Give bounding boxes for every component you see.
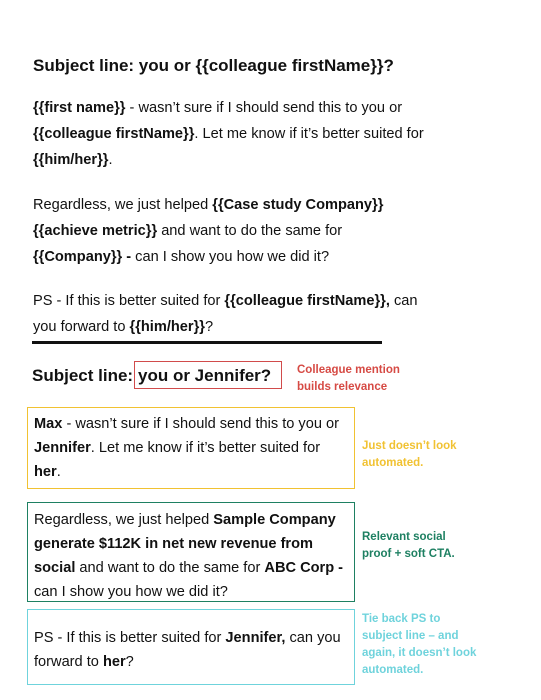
text-run: you forward to <box>33 319 130 335</box>
text-run: and want to do the same for <box>157 223 343 239</box>
paragraph-2-annotation <box>362 529 455 563</box>
template-p1-line-1 <box>33 95 513 121</box>
bold-text-run: her <box>34 464 57 480</box>
text-run: - wasn’t sure if I should send this to you or <box>62 416 339 432</box>
example-paragraph-2-box <box>27 502 355 602</box>
bold-text-run: Sample Company <box>213 512 336 528</box>
text-run: can <box>389 293 418 309</box>
text-run: Regardless, we just helped <box>34 512 214 528</box>
text-run: . Let me know if it’s better suited for <box>90 440 321 456</box>
example-p2-line-2 <box>34 532 354 556</box>
template-paragraph-2 <box>33 192 513 270</box>
p1-note-line-2: automated. <box>362 457 424 469</box>
example-p3-line-1 <box>34 626 354 650</box>
p3-note-line-2: subject line – and <box>362 630 459 642</box>
bold-text-run: {{Company}} - <box>33 249 132 265</box>
example-subject-value: you or Jennifer? <box>138 366 272 385</box>
bold-text-run: {{achieve metric}} <box>33 223 158 239</box>
example-p1-line-3 <box>34 460 354 484</box>
template-p1-line-3 <box>33 147 513 173</box>
text-run: and want to do the same for <box>75 560 265 576</box>
template-paragraph-ps <box>33 288 513 340</box>
text-run: ? <box>204 319 214 335</box>
bold-text-run: {{him/her}} <box>129 319 205 335</box>
p3-note-line-4: automated. <box>362 664 424 676</box>
section-divider <box>32 341 382 344</box>
text-run: can you <box>285 630 341 646</box>
example-p1-line-2 <box>34 436 354 460</box>
template-p3-line-1 <box>33 288 513 314</box>
example-paragraph-ps-box <box>27 609 355 685</box>
bold-text-run: {{him/her}} <box>33 152 109 168</box>
text-run: . Let me know if it’s better suited for <box>194 126 424 142</box>
subject-annotation <box>297 362 400 396</box>
bold-text-run: {{colleague firstName}} <box>33 126 195 142</box>
template-p2-line-2 <box>33 218 513 244</box>
bold-text-run: Jennifer <box>34 440 91 456</box>
bold-text-run: generate $112K in net new revenue from <box>34 536 314 552</box>
subject-note-line-2: builds relevance <box>297 381 388 393</box>
text-run: can I show you how we did it? <box>34 584 228 600</box>
bold-text-run: {{Case study Company}} <box>212 197 384 213</box>
text-run: PS - If this is better suited for <box>34 630 226 646</box>
bold-text-run: social <box>34 560 76 576</box>
text-run: Regardless, we just helped <box>33 197 213 213</box>
text-run: can I show you how we did it? <box>131 249 330 265</box>
example-p2-line-3 <box>34 556 354 580</box>
bold-text-run: {{colleague firstName}}, <box>224 293 390 309</box>
template-p2-line-3 <box>33 244 513 270</box>
bold-text-run: Jennifer, <box>225 630 286 646</box>
text-run: - wasn’t sure if I should send this to you or <box>125 100 403 116</box>
p2-note-line-2: proof + soft CTA. <box>362 548 455 560</box>
text-run: ? <box>125 654 134 670</box>
p1-note-line-1: Just doesn’t look <box>362 440 457 452</box>
bold-text-run: Max <box>34 416 63 432</box>
paragraph-ps-annotation <box>362 611 476 679</box>
template-paragraph-1 <box>33 95 513 173</box>
template-p3-line-2 <box>33 314 513 340</box>
bold-text-run: her <box>102 654 126 670</box>
p3-note-line-3: again, it doesn’t look <box>362 647 477 659</box>
example-p3-line-2 <box>34 650 354 674</box>
text-run: PS - If this is better suited for <box>33 293 225 309</box>
text-run: forward to <box>34 654 103 670</box>
template-p1-line-2 <box>33 121 513 147</box>
paragraph-1-annotation <box>362 438 457 472</box>
p2-note-line-1: Relevant social <box>362 531 446 543</box>
bold-text-run: ABC Corp - <box>264 560 344 576</box>
example-p1-line-1 <box>34 412 354 436</box>
subject-note-line-1: Colleague mention <box>297 364 400 376</box>
text-run: . <box>108 152 113 168</box>
template-p2-line-1 <box>33 192 513 218</box>
example-p2-line-4 <box>34 580 354 604</box>
p3-note-line-1: Tie back PS to <box>362 613 441 625</box>
bold-text-run: {{first name}} <box>33 100 126 116</box>
example-paragraph-1-box <box>27 407 355 489</box>
text-run: . <box>56 464 61 480</box>
example-p2-line-1 <box>34 508 354 532</box>
template-subject-line: Subject line: you or {{colleague firstName}}? <box>33 56 394 75</box>
example-subject-label: Subject line: <box>32 366 134 385</box>
